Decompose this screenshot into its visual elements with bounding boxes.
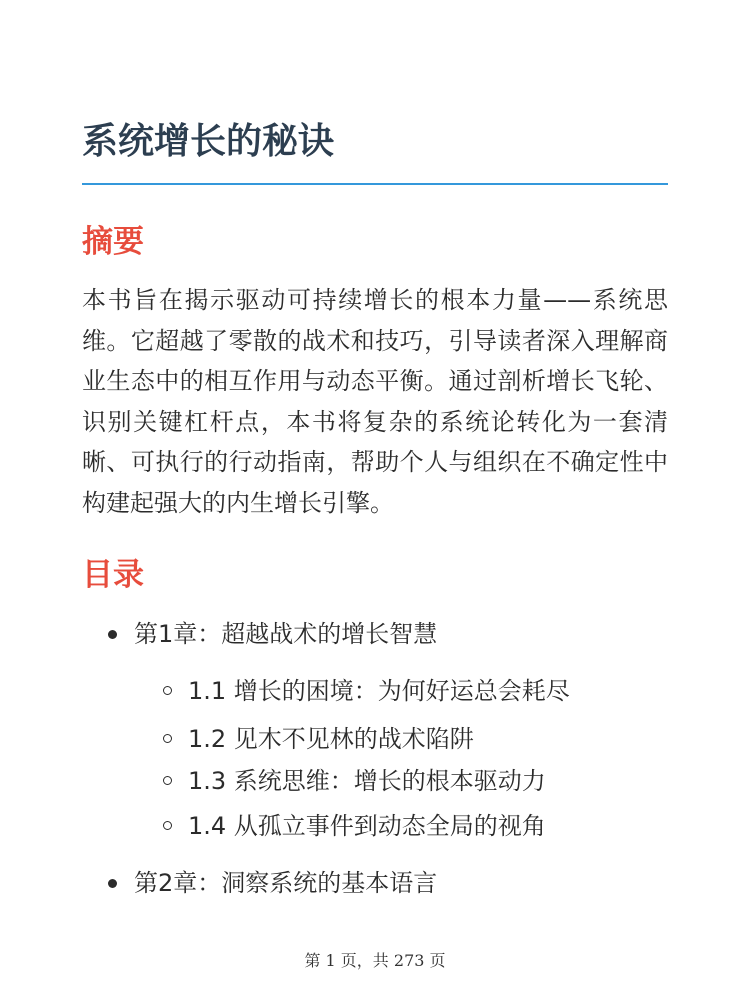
toc-section-label: 1.1 增长的困境：为何好运总会耗尽 (188, 677, 570, 705)
toc-section-1-1 (188, 674, 570, 708)
bullet-circle-icon (163, 821, 172, 830)
toc-section-1-4 (188, 809, 546, 843)
bullet-circle-icon (163, 734, 172, 743)
toc-section-1-2 (188, 722, 474, 756)
toc-chapter-label: 第1章：超越战术的增长智慧 (134, 620, 438, 648)
bullet-disc-icon (108, 630, 117, 639)
bullet-circle-icon (163, 776, 172, 785)
toc-section-1-3 (188, 764, 546, 798)
toc-chapter-1 (134, 617, 437, 651)
document-title: 系统增长的秘诀 (82, 121, 335, 162)
abstract-body: 本书旨在揭示驱动可持续增长的根本力量——系统思维。它超越了零散的战术和技巧，引导读者深入理解商业生态中的相互作用与动态平衡。通过剖析增长飞轮、识别关键杠杆点，本书将复杂的系统论转化为一套清晰、可执行的行动指南，帮助个人与组织在不确定性中构建起强大的内生增长引擎。 (82, 286, 668, 517)
bullet-circle-icon (163, 686, 172, 695)
toc-chapter-2 (134, 866, 437, 900)
page-footer: 第 1 页，共 273 页 (304, 951, 446, 970)
abstract-heading: 摘要 (82, 224, 144, 260)
toc-section-label: 1.2 见木不见林的战术陷阱 (188, 725, 474, 753)
title-divider (82, 183, 668, 185)
toc-section-label: 1.3 系统思维：增长的根本驱动力 (188, 767, 546, 795)
bullet-disc-icon (108, 879, 117, 888)
toc-heading: 目录 (82, 557, 144, 593)
toc-chapter-label: 第2章：洞察系统的基本语言 (134, 869, 438, 897)
toc-section-label: 1.4 从孤立事件到动态全局的视角 (188, 812, 546, 840)
